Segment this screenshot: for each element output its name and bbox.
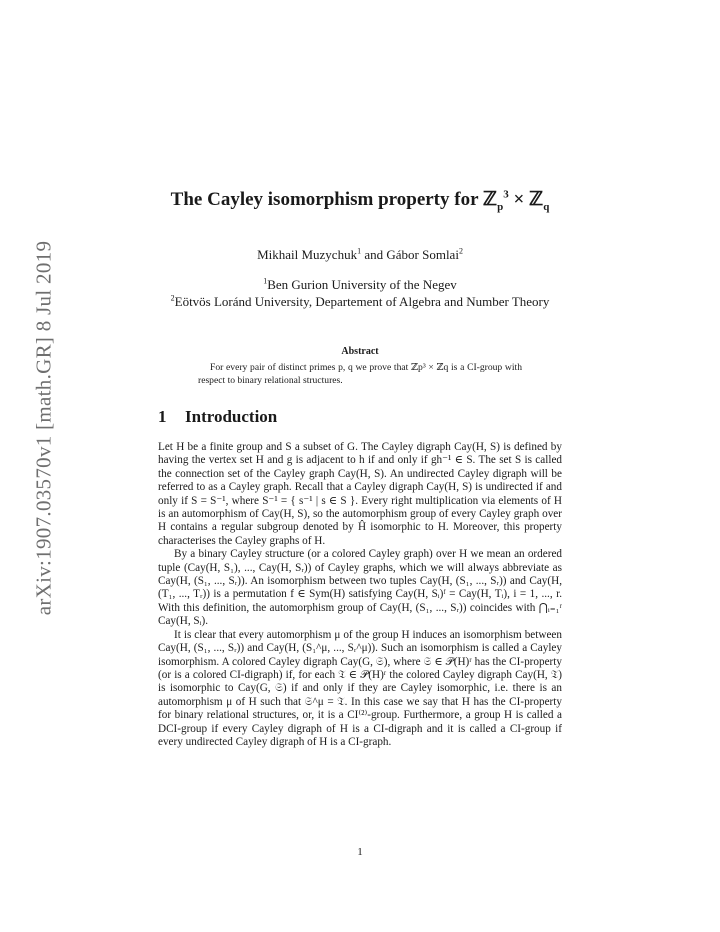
paragraph: Let H be a finite group and S a subset of G. The Cayley digraph Cay(H, S) is defined by having the vertex set H and g is adjacent to h if and only if gh⁻¹ ∈ S. The set S is called the connection set of the Cayley graph Cay(H, S). An undirected Cayley digraph will be referred to as a Cayley graph. Recall that a Cayley digraph Cay(H, S) is undirected if and only if S = S⁻¹, where S⁻¹ = { s⁻¹ | s ∈ S }. Every right multiplication via elements of H is an automorphism of Cay(H, S), so the automorphism group of every Cayley graph over H contains a regular subgroup denoted by Ĥ isomorphic to H. Moreover, this property characterises the Cayley graphs of H.	[158, 441, 562, 547]
paragraph: By a binary Cayley structure (or a colored Cayley graph) over H we mean an ordered tuple (Cay(H, S₁), ..., Cay(H, Sᵣ)) of Cayley graphs, which we will always abbreviate as Cay(H, (S₁, ..., Sᵣ)). An isomorphism between two tuples Cay(H, (S₁, ..., Sᵣ)) and Cay(H, (T₁, ..., Tᵣ)) is a permutation f ∈ Sym(H) satisfying Cay(H, Sᵢ)ᶠ = Cay(H, Tᵢ), i = 1, ..., r. With this definition, the automorphism group of Cay(H, (S₁, ..., Sᵣ)) coincides with ⋂ᵢ₌₁ʳ Cay(H, Sᵢ).	[158, 548, 562, 628]
section-heading: 1 Introduction	[158, 407, 278, 426]
paper-page	[158, 188, 562, 749]
affiliation-2: $^2$Eötvös Loránd University, Departement of Algebra and Number Theory	[170, 293, 550, 309]
paragraph: It is clear that every automorphism μ of the group H induces an isomorphism between Cay(H, (S₁, ..., Sᵣ)) and Cay(H, (S₁^μ, ..., Sᵣ^μ)). Such an isomorphism is called a Cayley isomorphism. A colored Cayley digraph Cay(G, 𝔖), where 𝔖 ∈ 𝒫(H)ʳ has the CI-property (or is a colored CI-digraph) if, for each 𝔗 ∈ 𝒫(H)ʳ the colored Cayley digraph Cay(H, 𝔗) is isomorphic to Cay(G, 𝔖) if and only if they are Cayley isomorphic, i.e. there is an automorphism μ of H such that 𝔖^μ = 𝔗. In this case we say that H has the CI-property for binary relational structures, or, it is a CI⁽²⁾-group. Furthermore, a group H is called a DCI-group if every Cayley digraph of H is a CI-digraph and it is called a CI-group if every undirected Cayley digraph of H is a CI-graph.	[158, 628, 562, 748]
abstract-text: For every pair of distinct primes p, q we prove that ℤp³ × ℤq is a CI-group with respect to binary relational structures.	[198, 362, 522, 386]
paper-title: The Cayley isomorphism property for ℤ$_p^3$ × ℤ$_q$	[170, 188, 550, 213]
section-body	[158, 441, 562, 749]
abstract-heading: Abstract	[341, 346, 379, 357]
page-number: 1	[357, 846, 363, 858]
affiliation-1: $^1$Ben Gurion University of the Negev	[263, 276, 457, 292]
arxiv-stamp: arXiv:1907.03570v1 [math.GR] 8 Jul 2019	[31, 240, 56, 616]
author-list: Mikhail Muzychuk$^1$ and Gábor Somlai$^2$	[257, 246, 463, 262]
